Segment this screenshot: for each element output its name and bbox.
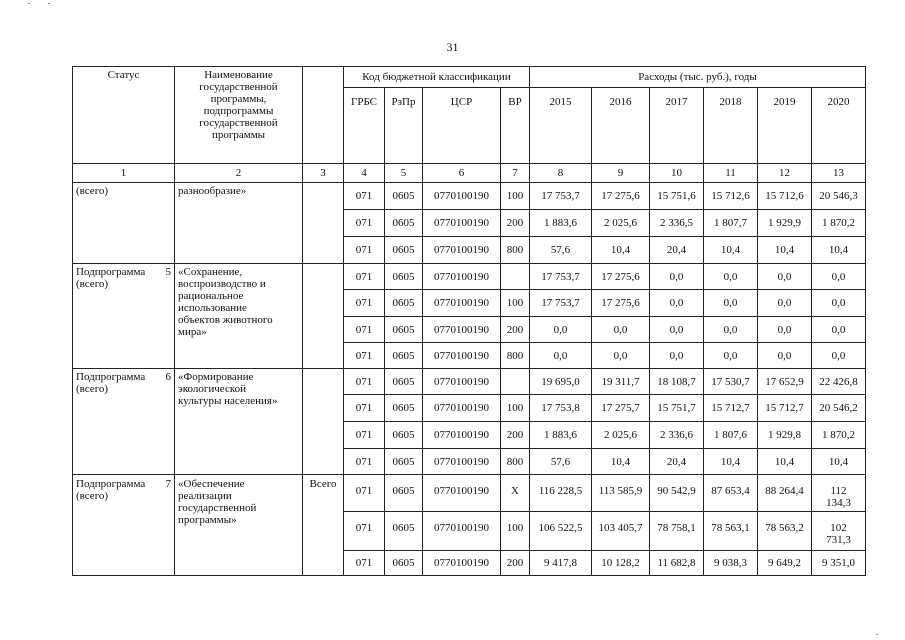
vr-cell: 200 bbox=[501, 317, 530, 343]
rzpr-cell: 0605 bbox=[385, 512, 423, 551]
amount-cell: 22 426,8 bbox=[812, 369, 866, 395]
amount-cell: 19 695,0 bbox=[530, 369, 592, 395]
vr-cell: 100 bbox=[501, 183, 530, 210]
status-cell: Подпрограмма 6 (всего) bbox=[73, 369, 175, 475]
rzpr-cell: 0605 bbox=[385, 237, 423, 264]
amount-cell: 18 108,7 bbox=[650, 369, 704, 395]
amount-cell: 9 417,8 bbox=[530, 551, 592, 576]
amount-cell: 17 275,6 bbox=[592, 183, 650, 210]
grbs-cell: 071 bbox=[344, 475, 385, 512]
column-number: 11 bbox=[704, 164, 758, 183]
csr-cell: 0770100190 bbox=[423, 551, 501, 576]
amount-cell: 0,0 bbox=[758, 343, 812, 369]
amount-cell: 1 807,7 bbox=[704, 210, 758, 237]
csr-cell: 0770100190 bbox=[423, 449, 501, 475]
grbs-cell: 071 bbox=[344, 317, 385, 343]
vr-cell: 100 bbox=[501, 512, 530, 551]
header-grbs: ГРБС bbox=[344, 88, 385, 164]
rzpr-cell: 0605 bbox=[385, 183, 423, 210]
header-row bbox=[73, 67, 866, 88]
amount-cell: 10,4 bbox=[812, 449, 866, 475]
csr-cell: 0770100190 bbox=[423, 264, 501, 290]
amount-cell: 15 751,7 bbox=[650, 395, 704, 422]
amount-cell: 10 128,2 bbox=[592, 551, 650, 576]
column-number: 13 bbox=[812, 164, 866, 183]
amount-cell: 0,0 bbox=[704, 317, 758, 343]
rzpr-cell: 0605 bbox=[385, 343, 423, 369]
col3-cell bbox=[303, 369, 344, 475]
grbs-cell: 071 bbox=[344, 449, 385, 475]
amount-cell: 0,0 bbox=[592, 343, 650, 369]
csr-cell: 0770100190 bbox=[423, 317, 501, 343]
amount-cell: 17 753,7 bbox=[530, 183, 592, 210]
amount-cell: 112 134,3 bbox=[812, 475, 866, 512]
vr-cell: 200 bbox=[501, 422, 530, 449]
amount-cell: 15 712,7 bbox=[704, 395, 758, 422]
amount-cell: 10,4 bbox=[758, 449, 812, 475]
csr-cell: 0770100190 bbox=[423, 290, 501, 317]
amount-cell: 10,4 bbox=[758, 237, 812, 264]
vr-cell: 800 bbox=[501, 343, 530, 369]
amount-cell: 0,0 bbox=[650, 317, 704, 343]
rzpr-cell: 0605 bbox=[385, 395, 423, 422]
amount-cell: 0,0 bbox=[812, 343, 866, 369]
amount-cell: 17 275,6 bbox=[592, 290, 650, 317]
amount-cell: 0,0 bbox=[812, 290, 866, 317]
column-number: 7 bbox=[501, 164, 530, 183]
amount-cell: 20,4 bbox=[650, 237, 704, 264]
rzpr-cell: 0605 bbox=[385, 264, 423, 290]
rzpr-cell: 0605 bbox=[385, 290, 423, 317]
vr-cell: 200 bbox=[501, 551, 530, 576]
amount-cell: 20,4 bbox=[650, 449, 704, 475]
grbs-cell: 071 bbox=[344, 343, 385, 369]
amount-cell: 17 652,9 bbox=[758, 369, 812, 395]
rzpr-cell: 0605 bbox=[385, 369, 423, 395]
grbs-cell: 071 bbox=[344, 395, 385, 422]
amount-cell: 0,0 bbox=[530, 317, 592, 343]
table-row bbox=[73, 264, 866, 290]
csr-cell: 0770100190 bbox=[423, 343, 501, 369]
column-number-row bbox=[73, 164, 866, 183]
amount-cell: 17 530,7 bbox=[704, 369, 758, 395]
vr-cell: 100 bbox=[501, 290, 530, 317]
budget-table bbox=[72, 66, 866, 576]
header-csr: ЦСР bbox=[423, 88, 501, 164]
scan-mark bbox=[48, 3, 50, 4]
amount-cell: 2 336,5 bbox=[650, 210, 704, 237]
column-number: 2 bbox=[175, 164, 303, 183]
header-expense-group: Расходы (тыс. руб.), годы bbox=[530, 67, 866, 88]
grbs-cell: 071 bbox=[344, 264, 385, 290]
amount-cell: 87 653,4 bbox=[704, 475, 758, 512]
amount-cell: 0,0 bbox=[704, 343, 758, 369]
page-number: 31 bbox=[446, 40, 459, 54]
amount-cell: 78 563,2 bbox=[758, 512, 812, 551]
amount-cell: 15 712,6 bbox=[758, 183, 812, 210]
col3-cell bbox=[303, 264, 344, 369]
csr-cell: 0770100190 bbox=[423, 369, 501, 395]
grbs-cell: 071 bbox=[344, 551, 385, 576]
amount-cell: 78 758,1 bbox=[650, 512, 704, 551]
amount-cell: 1 870,2 bbox=[812, 422, 866, 449]
csr-cell: 0770100190 bbox=[423, 183, 501, 210]
amount-cell: 15 712,6 bbox=[704, 183, 758, 210]
amount-cell: 0,0 bbox=[650, 264, 704, 290]
vr-cell: 100 bbox=[501, 395, 530, 422]
amount-cell: 0,0 bbox=[758, 264, 812, 290]
csr-cell: 0770100190 bbox=[423, 512, 501, 551]
vr-cell: 200 bbox=[501, 210, 530, 237]
grbs-cell: 071 bbox=[344, 422, 385, 449]
header-rzpr: РзПр bbox=[385, 88, 423, 164]
vr-cell: 800 bbox=[501, 449, 530, 475]
amount-cell: 19 311,7 bbox=[592, 369, 650, 395]
amount-cell: 17 753,7 bbox=[530, 264, 592, 290]
amount-cell: 0,0 bbox=[704, 264, 758, 290]
header-code-group: Код бюджетной классификации bbox=[344, 67, 530, 88]
col3-cell: Всего bbox=[303, 475, 344, 576]
program-name-cell: разнообразие» bbox=[175, 183, 303, 264]
grbs-cell: 071 bbox=[344, 210, 385, 237]
header-year: 2016 bbox=[592, 88, 650, 164]
amount-cell: 1 870,2 bbox=[812, 210, 866, 237]
amount-cell: 15 712,7 bbox=[758, 395, 812, 422]
col3-cell bbox=[303, 183, 344, 264]
rzpr-cell: 0605 bbox=[385, 422, 423, 449]
table-row bbox=[73, 475, 866, 512]
scan-mark bbox=[876, 634, 878, 635]
amount-cell: 10,4 bbox=[704, 237, 758, 264]
vr-cell bbox=[501, 369, 530, 395]
amount-cell: 116 228,5 bbox=[530, 475, 592, 512]
amount-cell: 0,0 bbox=[812, 317, 866, 343]
status-cell: (всего) bbox=[73, 183, 175, 264]
header-year: 2019 bbox=[758, 88, 812, 164]
amount-cell: 102 731,3 bbox=[812, 512, 866, 551]
amount-cell: 9 649,2 bbox=[758, 551, 812, 576]
amount-cell: 17 753,7 bbox=[530, 290, 592, 317]
header-col3 bbox=[303, 67, 344, 164]
amount-cell: 10,4 bbox=[592, 449, 650, 475]
amount-cell: 17 275,6 bbox=[592, 264, 650, 290]
amount-cell: 1 929,8 bbox=[758, 422, 812, 449]
amount-cell: 0,0 bbox=[592, 317, 650, 343]
status-cell: Подпрограмма 7 (всего) bbox=[73, 475, 175, 576]
amount-cell: 11 682,8 bbox=[650, 551, 704, 576]
amount-cell: 57,6 bbox=[530, 449, 592, 475]
amount-cell: 106 522,5 bbox=[530, 512, 592, 551]
program-name-cell: «Сохранение, воспроизводство и рациональное использование объектов животного мира» bbox=[175, 264, 303, 369]
vr-cell bbox=[501, 264, 530, 290]
amount-cell: 1 929,9 bbox=[758, 210, 812, 237]
column-number: 4 bbox=[344, 164, 385, 183]
amount-cell: 9 038,3 bbox=[704, 551, 758, 576]
header-year: 2020 bbox=[812, 88, 866, 164]
amount-cell: 2 336,6 bbox=[650, 422, 704, 449]
status-cell: Подпрограмма 5 (всего) bbox=[73, 264, 175, 369]
column-number: 6 bbox=[423, 164, 501, 183]
amount-cell: 0,0 bbox=[650, 290, 704, 317]
amount-cell: 17 753,8 bbox=[530, 395, 592, 422]
csr-cell: 0770100190 bbox=[423, 395, 501, 422]
header-year: 2015 bbox=[530, 88, 592, 164]
amount-cell: 0,0 bbox=[758, 290, 812, 317]
amount-cell: 90 542,9 bbox=[650, 475, 704, 512]
column-number: 1 bbox=[73, 164, 175, 183]
column-number: 8 bbox=[530, 164, 592, 183]
column-number: 10 bbox=[650, 164, 704, 183]
amount-cell: 57,6 bbox=[530, 237, 592, 264]
amount-cell: 10,4 bbox=[592, 237, 650, 264]
amount-cell: 1 883,6 bbox=[530, 210, 592, 237]
grbs-cell: 071 bbox=[344, 237, 385, 264]
amount-cell: 20 546,2 bbox=[812, 395, 866, 422]
column-number: 5 bbox=[385, 164, 423, 183]
header-vr: ВР bbox=[501, 88, 530, 164]
grbs-cell: 071 bbox=[344, 369, 385, 395]
amount-cell: 88 264,4 bbox=[758, 475, 812, 512]
column-number: 12 bbox=[758, 164, 812, 183]
amount-cell: 9 351,0 bbox=[812, 551, 866, 576]
amount-cell: 15 751,6 bbox=[650, 183, 704, 210]
amount-cell: 10,4 bbox=[812, 237, 866, 264]
rzpr-cell: 0605 bbox=[385, 551, 423, 576]
amount-cell: 0,0 bbox=[704, 290, 758, 317]
rzpr-cell: 0605 bbox=[385, 210, 423, 237]
csr-cell: 0770100190 bbox=[423, 210, 501, 237]
header-year: 2018 bbox=[704, 88, 758, 164]
scan-mark bbox=[28, 3, 30, 4]
program-name-cell: «Обеспечение реализации государственной программы» bbox=[175, 475, 303, 576]
amount-cell: 2 025,6 bbox=[592, 422, 650, 449]
grbs-cell: 071 bbox=[344, 183, 385, 210]
header-year: 2017 bbox=[650, 88, 704, 164]
amount-cell: 0,0 bbox=[812, 264, 866, 290]
amount-cell: 103 405,7 bbox=[592, 512, 650, 551]
grbs-cell: 071 bbox=[344, 290, 385, 317]
vr-cell: 800 bbox=[501, 237, 530, 264]
amount-cell: 20 546,3 bbox=[812, 183, 866, 210]
column-number: 9 bbox=[592, 164, 650, 183]
amount-cell: 2 025,6 bbox=[592, 210, 650, 237]
amount-cell: 10,4 bbox=[704, 449, 758, 475]
vr-cell: X bbox=[501, 475, 530, 512]
rzpr-cell: 0605 bbox=[385, 475, 423, 512]
amount-cell: 1 883,6 bbox=[530, 422, 592, 449]
csr-cell: 0770100190 bbox=[423, 475, 501, 512]
amount-cell: 78 563,1 bbox=[704, 512, 758, 551]
table-row bbox=[73, 183, 866, 210]
amount-cell: 17 275,7 bbox=[592, 395, 650, 422]
amount-cell: 1 807,6 bbox=[704, 422, 758, 449]
amount-cell: 113 585,9 bbox=[592, 475, 650, 512]
amount-cell: 0,0 bbox=[758, 317, 812, 343]
csr-cell: 0770100190 bbox=[423, 422, 501, 449]
amount-cell: 0,0 bbox=[650, 343, 704, 369]
header-name: Наименование государственной программы, подпрограммы государственной программы bbox=[175, 67, 303, 164]
csr-cell: 0770100190 bbox=[423, 237, 501, 264]
rzpr-cell: 0605 bbox=[385, 317, 423, 343]
amount-cell: 0,0 bbox=[530, 343, 592, 369]
table-row bbox=[73, 369, 866, 395]
rzpr-cell: 0605 bbox=[385, 449, 423, 475]
program-name-cell: «Формирование экологической культуры населения» bbox=[175, 369, 303, 475]
column-number: 3 bbox=[303, 164, 344, 183]
header-status: Статус bbox=[73, 67, 175, 164]
grbs-cell: 071 bbox=[344, 512, 385, 551]
